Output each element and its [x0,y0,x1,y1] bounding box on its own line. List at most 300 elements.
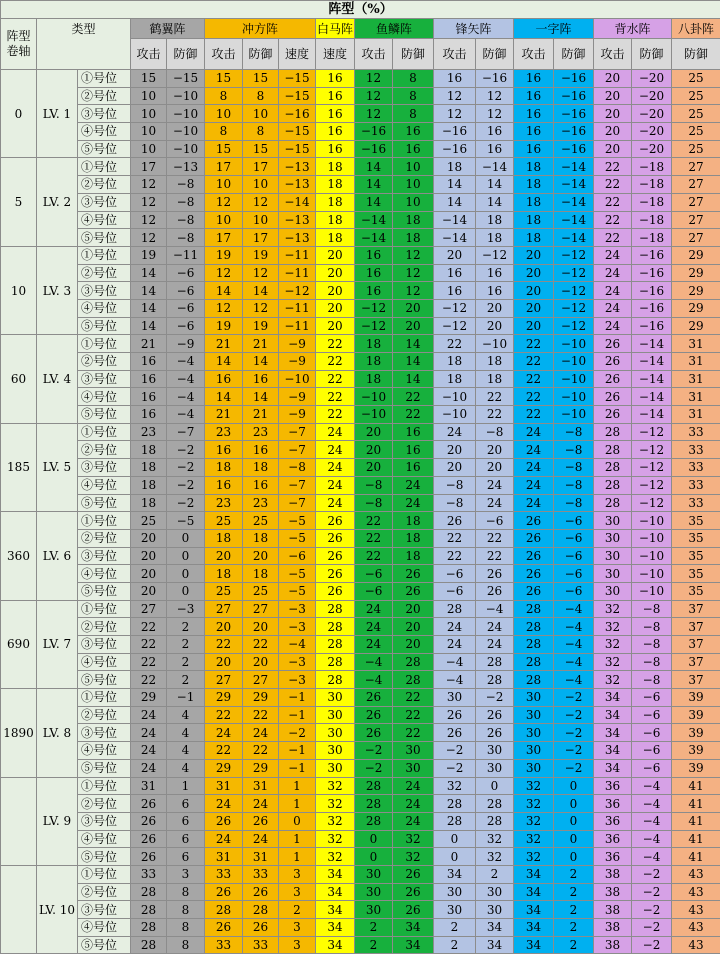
value-cell: −6 [632,724,672,742]
value-cell: 28 [316,618,355,636]
value-cell: 8 [205,87,243,105]
value-cell: −8 [434,494,476,512]
value-cell: 20 [594,87,632,105]
value-cell: 0 [167,582,205,600]
stat-header: 防御 [476,39,514,70]
formation-header: 鹤翼阵 [131,19,205,39]
table-row [1,618,720,636]
value-cell: 26 [316,547,355,565]
value-cell: 16 [514,87,554,105]
value-cell: −14 [434,211,476,229]
value-cell: 18 [393,211,434,229]
value-cell: 34 [434,865,476,883]
value-cell: 28 [514,653,554,671]
value-cell: 30 [434,689,476,707]
value-cell: 26 [205,919,243,937]
position-cell: ⑤号位 [78,494,131,512]
value-cell: −10 [355,406,393,424]
value-cell: 22 [205,706,243,724]
value-cell: −5 [279,565,316,583]
value-cell: 29 [205,759,243,777]
value-cell: −16 [434,123,476,141]
value-cell: 22 [131,618,167,636]
value-cell: 20 [514,264,554,282]
value-cell: 16 [393,459,434,477]
value-cell: 12 [243,299,279,317]
value-cell: −14 [554,229,594,247]
position-cell: ③号位 [78,901,131,919]
value-cell: −6 [554,547,594,565]
value-cell: −14 [632,353,672,371]
value-cell: −16 [554,87,594,105]
value-cell: 26 [476,582,514,600]
value-cell: −8 [632,653,672,671]
value-cell: 28 [514,618,554,636]
value-cell: −12 [632,459,672,477]
value-cell: 0 [434,830,476,848]
value-cell: 31 [672,353,720,371]
value-cell: 28 [594,423,632,441]
value-cell: 34 [316,919,355,937]
value-cell: −6 [476,512,514,530]
value-cell: 24 [514,476,554,494]
value-cell: 26 [131,848,167,866]
value-cell: 24 [316,423,355,441]
value-cell: 27 [205,600,243,618]
value-cell: 41 [672,830,720,848]
table-row [1,529,720,547]
value-cell: −14 [632,406,672,424]
value-cell: 16 [393,123,434,141]
position-cell: ③号位 [78,636,131,654]
value-cell: 32 [476,848,514,866]
value-cell: 14 [476,193,514,211]
value-cell: 26 [594,388,632,406]
position-cell: ③号位 [78,459,131,477]
value-cell: −18 [632,211,672,229]
value-cell: −6 [434,565,476,583]
table-row [1,105,720,123]
type-header: 类型 [37,19,131,70]
value-cell: 22 [393,689,434,707]
position-cell: ②号位 [78,176,131,194]
value-cell: 12 [393,282,434,300]
value-cell: −4 [167,388,205,406]
value-cell: 22 [393,388,434,406]
level-cell: LV. 7 [37,600,78,688]
value-cell: 35 [672,529,720,547]
value-cell: 26 [205,883,243,901]
value-cell: 24 [514,494,554,512]
stat-header: 防御 [672,39,720,70]
value-cell: −18 [632,229,672,247]
value-cell: −2 [632,865,672,883]
position-cell: ③号位 [78,724,131,742]
table-row [1,830,720,848]
value-cell: 32 [594,600,632,618]
value-cell: 24 [131,742,167,760]
value-cell: 30 [594,565,632,583]
position-cell: ①号位 [78,777,131,795]
value-cell: 22 [594,158,632,176]
value-cell: −12 [554,299,594,317]
table-row [1,264,720,282]
value-cell: 12 [476,87,514,105]
value-cell: 21 [205,335,243,353]
value-cell: −6 [554,565,594,583]
value-cell: 33 [672,441,720,459]
position-cell: ①号位 [78,70,131,88]
value-cell: −16 [554,123,594,141]
value-cell: 20 [131,529,167,547]
value-cell: −8 [434,476,476,494]
value-cell: 14 [355,158,393,176]
value-cell: 24 [243,830,279,848]
value-cell: 20 [434,246,476,264]
value-cell: 14 [131,299,167,317]
value-cell: 31 [131,777,167,795]
value-cell: 2 [554,919,594,937]
table-row [1,865,720,883]
value-cell: 18 [205,529,243,547]
value-cell: 20 [393,636,434,654]
value-cell: 26 [355,689,393,707]
value-cell: 16 [355,264,393,282]
value-cell: 30 [514,706,554,724]
value-cell: 20 [514,246,554,264]
value-cell: 20 [594,123,632,141]
value-cell: −14 [632,388,672,406]
value-cell: 30 [355,883,393,901]
value-cell: −8 [554,476,594,494]
value-cell: −2 [554,724,594,742]
stat-header: 防御 [632,39,672,70]
value-cell: 29 [131,689,167,707]
value-cell: 26 [514,547,554,565]
value-cell: 24 [594,299,632,317]
value-cell: −6 [167,282,205,300]
value-cell: −10 [554,388,594,406]
value-cell: −6 [167,299,205,317]
value-cell: 24 [476,636,514,654]
value-cell: −11 [279,299,316,317]
value-cell: 18 [131,441,167,459]
value-cell: 18 [355,335,393,353]
value-cell: 20 [205,653,243,671]
value-cell: −9 [279,353,316,371]
table-row [1,689,720,707]
position-cell: ④号位 [78,830,131,848]
value-cell: 20 [476,317,514,335]
table-row [1,158,720,176]
scroll-cell: 60 [1,335,37,423]
value-cell: 18 [355,370,393,388]
value-cell: 22 [514,388,554,406]
value-cell: −12 [632,423,672,441]
value-cell: 22 [476,529,514,547]
value-cell: 22 [514,335,554,353]
value-cell: −10 [434,388,476,406]
value-cell: 32 [434,777,476,795]
value-cell: 22 [434,529,476,547]
position-cell: ④号位 [78,476,131,494]
position-cell: ④号位 [78,742,131,760]
value-cell: −8 [355,476,393,494]
value-cell: 43 [672,865,720,883]
value-cell: −16 [632,264,672,282]
value-cell: 22 [393,406,434,424]
value-cell: 16 [131,406,167,424]
value-cell: −16 [355,140,393,158]
value-cell: 41 [672,848,720,866]
value-cell: −4 [554,618,594,636]
value-cell: 16 [316,87,355,105]
value-cell: 18 [476,211,514,229]
value-cell: 21 [243,335,279,353]
value-cell: 30 [316,706,355,724]
value-cell: −14 [632,335,672,353]
value-cell: 12 [434,105,476,123]
stat-header: 攻击 [131,39,167,70]
stat-header: 攻击 [205,39,243,70]
value-cell: 20 [355,441,393,459]
value-cell: 33 [131,865,167,883]
value-cell: 28 [594,494,632,512]
value-cell: 36 [594,830,632,848]
value-cell: −16 [355,123,393,141]
value-cell: 24 [205,830,243,848]
value-cell: 28 [594,476,632,494]
value-cell: 17 [131,158,167,176]
value-cell: −4 [554,600,594,618]
table-row [1,370,720,388]
value-cell: 6 [167,795,205,813]
value-cell: 2 [167,671,205,689]
stat-header: 攻击 [594,39,632,70]
value-cell: 25 [205,512,243,530]
position-cell: ③号位 [78,547,131,565]
value-cell: 18 [243,565,279,583]
value-cell: 34 [316,936,355,954]
value-cell: 18 [316,229,355,247]
value-cell: 38 [594,865,632,883]
value-cell: 19 [205,246,243,264]
value-cell: 41 [672,777,720,795]
value-cell: 30 [434,901,476,919]
value-cell: 28 [594,459,632,477]
value-cell: 22 [316,335,355,353]
value-cell: −8 [554,459,594,477]
value-cell: 22 [476,547,514,565]
value-cell: 2 [554,883,594,901]
value-cell: −8 [632,671,672,689]
value-cell: 28 [393,653,434,671]
value-cell: −20 [632,123,672,141]
value-cell: 16 [514,70,554,88]
value-cell: 33 [243,936,279,954]
position-cell: ⑤号位 [78,936,131,954]
value-cell: −1 [279,706,316,724]
value-cell: 25 [672,87,720,105]
value-cell: −8 [554,423,594,441]
value-cell: 25 [205,582,243,600]
value-cell: 37 [672,653,720,671]
value-cell: −4 [167,406,205,424]
value-cell: 14 [205,388,243,406]
value-cell: 27 [672,193,720,211]
position-cell: ⑤号位 [78,582,131,600]
stat-header: 防御 [393,39,434,70]
value-cell: 15 [243,140,279,158]
value-cell: 26 [355,706,393,724]
value-cell: 2 [434,919,476,937]
stat-header: 攻击 [434,39,476,70]
scroll-cell: 0 [1,70,37,158]
value-cell: 22 [355,529,393,547]
value-cell: 12 [131,176,167,194]
value-cell: −9 [279,406,316,424]
position-cell: ②号位 [78,618,131,636]
value-cell: 36 [594,848,632,866]
value-cell: −3 [279,653,316,671]
position-cell: ①号位 [78,158,131,176]
value-cell: 14 [131,317,167,335]
value-cell: 32 [514,812,554,830]
value-cell: 20 [393,299,434,317]
table-row [1,795,720,813]
value-cell: 26 [316,582,355,600]
value-cell: −15 [279,87,316,105]
value-cell: 19 [243,317,279,335]
value-cell: −20 [632,105,672,123]
value-cell: 0 [167,529,205,547]
value-cell: −8 [476,423,514,441]
value-cell: 26 [514,565,554,583]
value-cell: −10 [434,406,476,424]
value-cell: 2 [355,936,393,954]
value-cell: 8 [243,123,279,141]
value-cell: 27 [205,671,243,689]
scroll-cell: 5 [1,158,37,246]
position-cell: ⑤号位 [78,317,131,335]
value-cell: 2 [554,865,594,883]
value-cell: 24 [355,636,393,654]
position-cell: ④号位 [78,565,131,583]
table-row [1,406,720,424]
table-row [1,565,720,583]
value-cell: −3 [279,671,316,689]
value-cell: 37 [672,618,720,636]
stat-header: 防御 [554,39,594,70]
value-cell: 34 [316,865,355,883]
value-cell: −13 [279,211,316,229]
value-cell: 43 [672,901,720,919]
level-cell: LV. 6 [37,512,78,600]
table-row [1,335,720,353]
value-cell: 22 [316,370,355,388]
value-cell: 8 [205,123,243,141]
value-cell: 15 [131,70,167,88]
value-cell: 21 [131,335,167,353]
value-cell: −12 [355,317,393,335]
value-cell: 30 [594,529,632,547]
value-cell: 10 [393,193,434,211]
value-cell: 16 [205,476,243,494]
value-cell: −1 [279,759,316,777]
value-cell: 20 [205,547,243,565]
value-cell: 25 [672,70,720,88]
value-cell: −7 [279,441,316,459]
value-cell: 32 [316,830,355,848]
value-cell: 0 [279,812,316,830]
value-cell: 30 [393,759,434,777]
value-cell: 27 [672,176,720,194]
value-cell: 24 [434,618,476,636]
value-cell: −13 [279,158,316,176]
value-cell: 24 [355,600,393,618]
value-cell: 21 [205,406,243,424]
value-cell: 14 [393,353,434,371]
value-cell: 12 [131,229,167,247]
value-cell: 16 [514,105,554,123]
table-row [1,423,720,441]
value-cell: 18 [514,176,554,194]
value-cell: −10 [167,105,205,123]
value-cell: 24 [316,494,355,512]
value-cell: 32 [316,795,355,813]
value-cell: 33 [243,865,279,883]
value-cell: 0 [355,848,393,866]
value-cell: 18 [243,459,279,477]
table-row [1,600,720,618]
value-cell: 38 [594,919,632,937]
value-cell: −1 [167,689,205,707]
value-cell: 2 [434,936,476,954]
value-cell: 29 [672,299,720,317]
value-cell: 30 [514,742,554,760]
value-cell: 28 [316,636,355,654]
value-cell: −15 [279,140,316,158]
value-cell: 14 [476,176,514,194]
value-cell: 22 [514,370,554,388]
value-cell: −16 [279,105,316,123]
value-cell: 18 [393,529,434,547]
value-cell: 30 [355,865,393,883]
value-cell: 16 [476,264,514,282]
value-cell: 1 [279,848,316,866]
value-cell: 35 [672,565,720,583]
value-cell: 26 [131,795,167,813]
value-cell: −10 [554,406,594,424]
value-cell: 24 [514,441,554,459]
value-cell: 26 [594,370,632,388]
value-cell: 14 [205,282,243,300]
value-cell: 20 [316,246,355,264]
value-cell: 26 [131,812,167,830]
value-cell: −2 [554,742,594,760]
scroll-cell: 10 [1,246,37,334]
value-cell: 22 [243,636,279,654]
formation-header: 一字阵 [514,19,594,39]
value-cell: 43 [672,883,720,901]
value-cell: 8 [243,87,279,105]
level-cell: LV. 2 [37,158,78,246]
value-cell: 32 [514,795,554,813]
value-cell: 43 [672,936,720,954]
value-cell: 24 [131,759,167,777]
value-cell: 34 [594,724,632,742]
value-cell: 33 [672,459,720,477]
